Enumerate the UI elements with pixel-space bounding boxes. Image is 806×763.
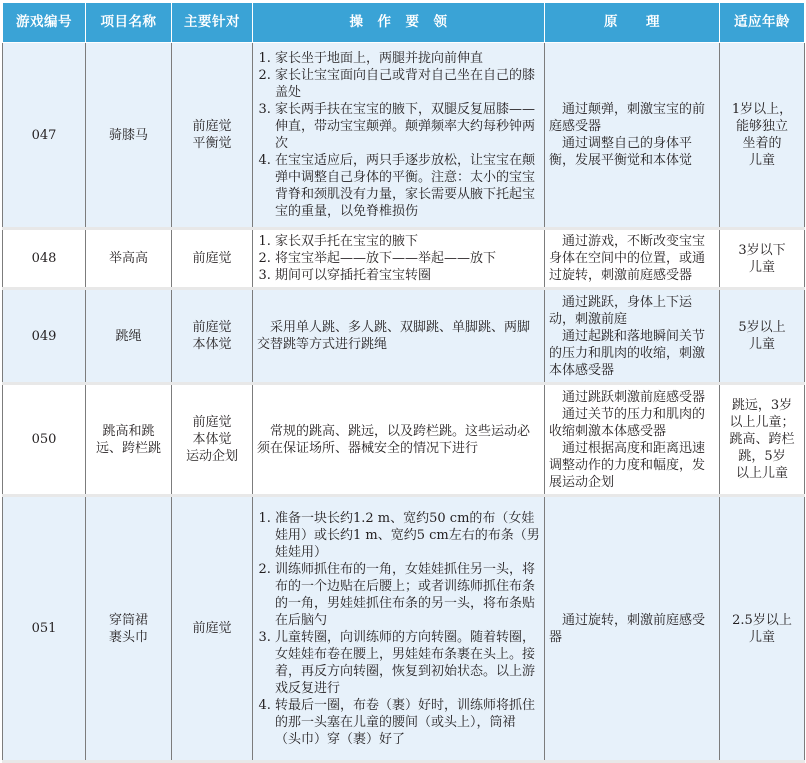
steps-cell	[253, 496, 545, 762]
steps-text: 采用单人跳、多人跳、双脚跳、单脚跳、两脚交替跳等方式进行跳绳	[257, 320, 531, 352]
steps-list	[257, 510, 540, 748]
principle-text: 通过调整自己的身体平衡，发展平衡觉和本体觉	[549, 136, 693, 168]
step-item: 4. 转最后一圈，布卷（裹）好时，训练师将抓住的那一头塞在儿童的腰间（或头上），筒裙（头巾）穿（裹）好了	[275, 697, 540, 748]
games-table	[2, 2, 805, 763]
step-item: 1. 准备一块长约1.2 m、宽约50 cm的布（女娃娃用）或长约1 m、宽约5 cm左右的布条（男娃娃用）	[275, 510, 540, 561]
game-id-cell: 050	[3, 384, 86, 496]
game-id-cell: 049	[3, 289, 86, 384]
principle-cell	[545, 229, 720, 289]
age-cell: 3岁以下 儿童	[720, 229, 805, 289]
steps-cell	[253, 43, 545, 229]
step-item: 1. 家长坐于地面上，两腿并拢向前伸直	[275, 50, 540, 67]
table-row	[3, 43, 805, 229]
steps-cell	[253, 289, 545, 384]
header-principle: 原 理	[545, 3, 720, 43]
table-row	[3, 496, 805, 762]
step-item: 3. 家长两手扶在宝宝的腋下，双腿反复屈膝——伸直，带动宝宝颠弹。颠弹频率大约每秒钟两次	[275, 101, 540, 152]
principle-text: 通过根据高度和距离迅速调整动作的力度和幅度，发展运动企划	[549, 440, 706, 490]
principle-text: 通过跳跃，身体上下运动，刺激前庭	[549, 294, 693, 327]
steps-list	[257, 50, 540, 220]
steps-cell	[253, 384, 545, 496]
steps-text: 常规的跳高、跳远，以及跨栏跳。这些运动必须在保证场所、器械安全的情况下进行	[257, 423, 531, 456]
principle-cell	[545, 384, 720, 496]
target-cell: 前庭觉	[172, 496, 253, 762]
step-item: 1. 家长双手托在宝宝的腋下	[275, 233, 540, 250]
target-cell: 前庭觉	[172, 229, 253, 289]
header-item-name: 项目名称	[86, 3, 172, 43]
principle-text: 通过游戏，不断改变宝宝身体在空间中的位置，或通过旋转，刺激前庭感受器	[549, 234, 706, 283]
game-id-cell: 048	[3, 229, 86, 289]
step-item: 2. 训练师抓住布的一角，女娃娃抓住另一头，将布的一个边贴在后腰上；或者训练师抓住布条的一角，男娃娃抓住布条的另一头，将布条贴在后脑勺	[275, 561, 540, 629]
step-item: 2. 家长让宝宝面向自己或背对自己坐在自己的膝盖处	[275, 67, 540, 101]
age-cell: 2.5岁以上 儿童	[720, 496, 805, 762]
item-name-cell: 举高高	[86, 229, 172, 289]
item-name-cell: 跳高和跳 远、跨栏跳	[86, 384, 172, 496]
item-name-cell: 跳绳	[86, 289, 172, 384]
target-cell: 前庭觉 平衡觉	[172, 43, 253, 229]
step-item: 4. 在宝宝适应后，两只手逐步放松，让宝宝在颠弹中调整自己身体的平衡。注意：太小的宝宝背脊和颈肌没有力量，家长需要从腋下托起宝宝的重量，以免脊椎损伤	[275, 152, 540, 220]
header-age: 适应年龄	[720, 3, 805, 43]
header-game-id: 游戏编号	[3, 3, 86, 43]
step-item: 2. 将宝宝举起——放下——举起——放下	[275, 250, 540, 267]
age-cell: 1岁以上， 能够独立 坐着的 儿童	[720, 43, 805, 229]
target-cell: 前庭觉 本体觉	[172, 289, 253, 384]
steps-list	[257, 233, 540, 284]
age-cell: 跳远，3岁 以上儿童； 跳高、跨栏 跳，5岁 以上儿童	[720, 384, 805, 496]
header-steps: 操 作 要 领	[253, 3, 545, 43]
principle-cell	[545, 43, 720, 229]
step-item: 3. 儿童转圈，向训练师的方向转圈。随着转圈，女娃娃布卷在腰上，男娃娃布条裹在头上。接着，再反方向转圈，恢复到初始状态。以上游戏反复进行	[275, 629, 540, 697]
steps-cell	[253, 229, 545, 289]
header-target: 主要针对	[172, 3, 253, 43]
principle-text: 通过旋转，刺激前庭感受器	[549, 612, 706, 645]
principle-text: 通过颠弹，刺激宝宝的前庭感受器	[549, 102, 706, 134]
principle-text: 通过关节的压力和肌肉的收缩刺激本体感受器	[549, 406, 706, 439]
header-row	[3, 3, 805, 43]
principle-text: 通过起跳和落地瞬间关节的压力和肌肉的收缩，刺激本体感受器	[549, 328, 706, 378]
target-cell: 前庭觉 本体觉 运动企划	[172, 384, 253, 496]
table-row	[3, 229, 805, 289]
item-name-cell: 骑膝马	[86, 43, 172, 229]
table-row	[3, 384, 805, 496]
principle-text: 通过跳跃刺激前庭感受器	[562, 389, 706, 405]
step-item: 3. 期间可以穿插托着宝宝转圈	[275, 267, 540, 284]
principle-cell	[545, 496, 720, 762]
game-id-cell: 047	[3, 43, 86, 229]
table-row	[3, 289, 805, 384]
principle-cell	[545, 289, 720, 384]
age-cell: 5岁以上 儿童	[720, 289, 805, 384]
game-id-cell: 051	[3, 496, 86, 762]
item-name-cell: 穿筒裙 裹头巾	[86, 496, 172, 762]
